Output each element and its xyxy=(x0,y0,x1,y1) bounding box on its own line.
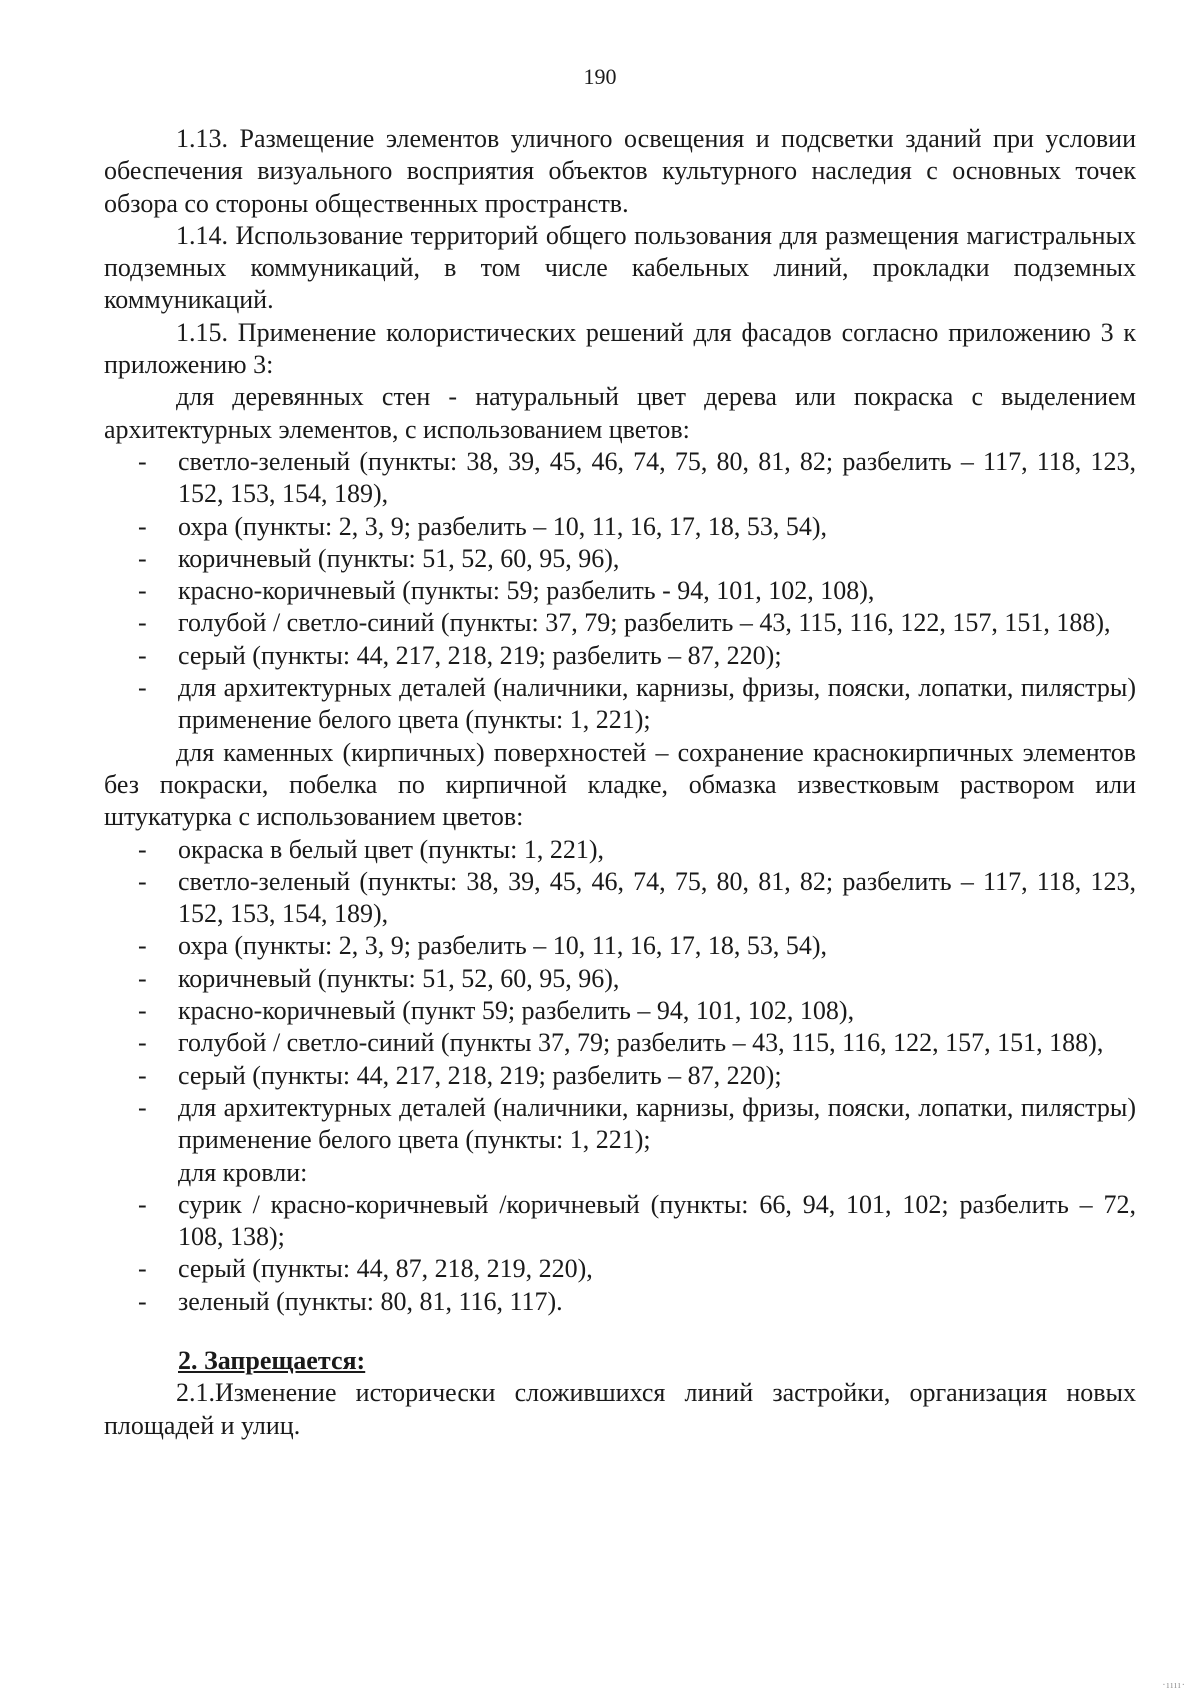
list-item xyxy=(104,1060,1136,1092)
list-item-text: для архитектурных деталей (наличники, карнизы, фризы, пояски, лопатки, пилястры) применение белого цвета (пункты: 1, 221); xyxy=(178,673,1136,735)
list-item xyxy=(104,543,1136,575)
list-item-text: охра (пункты: 2, 3, 9; разбелить – 10, 11, 16, 17, 18, 53, 54), xyxy=(178,511,827,541)
wood-colors-list xyxy=(104,446,1136,737)
dash-bullet: - xyxy=(138,1189,147,1219)
list-item-text: для архитектурных деталей (наличники, карнизы, фризы, пояски, лопатки, пилястры) применение белого цвета (пункты: 1, 221); xyxy=(178,1092,1136,1155)
list-item xyxy=(104,575,1136,607)
dash-bullet: - xyxy=(138,1286,147,1316)
document-body xyxy=(104,123,1136,1442)
list-item xyxy=(104,511,1136,543)
list-item-text: голубой / светло-синий (пункты 37, 79; разбелить – 43, 115, 116, 122, 157, 151, 188), xyxy=(178,1028,1104,1058)
paragraph-1-15: 1.15. Применение колористических решений для фасадов согласно приложению 3 к приложению 3: xyxy=(104,317,1136,380)
dash-bullet: - xyxy=(138,511,147,541)
dash-bullet: - xyxy=(138,673,147,703)
scan-artifact: ·ıııı· xyxy=(1162,1680,1186,1691)
roof-colors-list xyxy=(104,1189,1136,1318)
list-item xyxy=(104,607,1136,639)
dash-bullet: - xyxy=(138,1028,147,1058)
list-item xyxy=(104,930,1136,962)
dash-bullet: - xyxy=(138,1060,147,1090)
list-item xyxy=(104,672,1136,737)
list-item-text: коричневый (пункты: 51, 52, 60, 95, 96), xyxy=(178,543,620,573)
list-item xyxy=(104,1286,1136,1318)
list-item-text: зеленый (пункты: 80, 81, 116, 117). xyxy=(178,1286,563,1316)
list-item xyxy=(104,446,1136,511)
list-item-text: красно-коричневый (пункт 59; разбелить – 94, 101, 102, 108), xyxy=(178,996,855,1026)
list-item xyxy=(104,963,1136,995)
dash-bullet: - xyxy=(138,446,147,476)
list-item xyxy=(104,1092,1136,1157)
list-item xyxy=(104,995,1136,1027)
dash-bullet: - xyxy=(138,834,147,864)
dash-bullet: - xyxy=(138,866,147,896)
list-item-text: окраска в белый цвет (пункты: 1, 221), xyxy=(178,834,604,864)
paragraph-1-13: 1.13. Размещение элементов уличного освещения и подсветки зданий при условии обеспечения визуального восприятия объектов культурного наследия с основных точек обзора со стороны общественных пространств. xyxy=(104,124,1136,218)
paragraph-1-14: 1.14. Использование территорий общего пользования для размещения магистральных подземных коммуникаций, в том числе кабельных линий, прокладки подземных коммуникаций. xyxy=(104,220,1136,315)
list-item-text: светло-зеленый (пункты: 38, 39, 45, 46, 74, 75, 80, 81, 82; разбелить – 117, 118, 123, 152, 153, 154, 189), xyxy=(178,866,1136,929)
list-item xyxy=(104,834,1136,866)
list-item-text: светло-зеленый (пункты: 38, 39, 45, 46, 74, 75, 80, 81, 82; разбелить – 117, 118, 123, 152, 153, 154, 189), xyxy=(178,446,1136,509)
dash-bullet: - xyxy=(138,608,147,638)
list-item-text: коричневый (пункты: 51, 52, 60, 95, 96), xyxy=(178,963,620,993)
list-item xyxy=(104,640,1136,672)
dash-bullet: - xyxy=(138,1092,147,1122)
list-item xyxy=(104,866,1136,931)
list-item-text: красно-коричневый (пункты: 59; разбелить - 94, 101, 102, 108), xyxy=(178,576,875,606)
list-item xyxy=(104,1253,1136,1285)
dash-bullet: - xyxy=(138,576,147,606)
stone-colors-list xyxy=(104,834,1136,1157)
section-2-heading: 2. Запрещается: xyxy=(178,1345,366,1375)
list-item-text: сурик / красно-коричневый /коричневый (пункты: 66, 94, 101, 102; разбелить – 72, 108, 138); xyxy=(178,1189,1136,1252)
list-item-text: охра (пункты: 2, 3, 9; разбелить – 10, 11, 16, 17, 18, 53, 54), xyxy=(178,931,827,961)
roof-intro: для кровли: xyxy=(178,1157,308,1187)
list-item xyxy=(104,1189,1136,1254)
dash-bullet: - xyxy=(138,1254,147,1284)
dash-bullet: - xyxy=(138,543,147,573)
dash-bullet: - xyxy=(138,963,147,993)
stone-surfaces-intro: для каменных (кирпичных) поверхностей – сохранение краснокирпичных элементов без покраски, побелка по кирпичной кладке, обмазка известковым раствором или штукатурка с использованием цветов: xyxy=(104,737,1136,832)
dash-bullet: - xyxy=(138,931,147,961)
list-item-text: голубой / светло-синий (пункты: 37, 79; разбелить – 43, 115, 116, 122, 157, 151, 188), xyxy=(178,608,1111,638)
list-item xyxy=(104,1027,1136,1059)
list-item-text: серый (пункты: 44, 217, 218, 219; разбелить – 87, 220); xyxy=(178,1060,782,1090)
list-item-text: серый (пункты: 44, 87, 218, 219, 220), xyxy=(178,1254,593,1284)
wood-walls-intro: для деревянных стен - натуральный цвет дерева или покраска с выделением архитектурных элементов, с использованием цветов: xyxy=(104,382,1136,444)
dash-bullet: - xyxy=(138,640,147,670)
list-item-text: серый (пункты: 44, 217, 218, 219; разбелить – 87, 220); xyxy=(178,640,782,670)
paragraph-2-1: 2.1.Изменение исторически сложившихся линий застройки, организация новых площадей и улиц. xyxy=(104,1378,1136,1440)
page-number: 190 xyxy=(583,64,617,89)
dash-bullet: - xyxy=(138,996,147,1026)
